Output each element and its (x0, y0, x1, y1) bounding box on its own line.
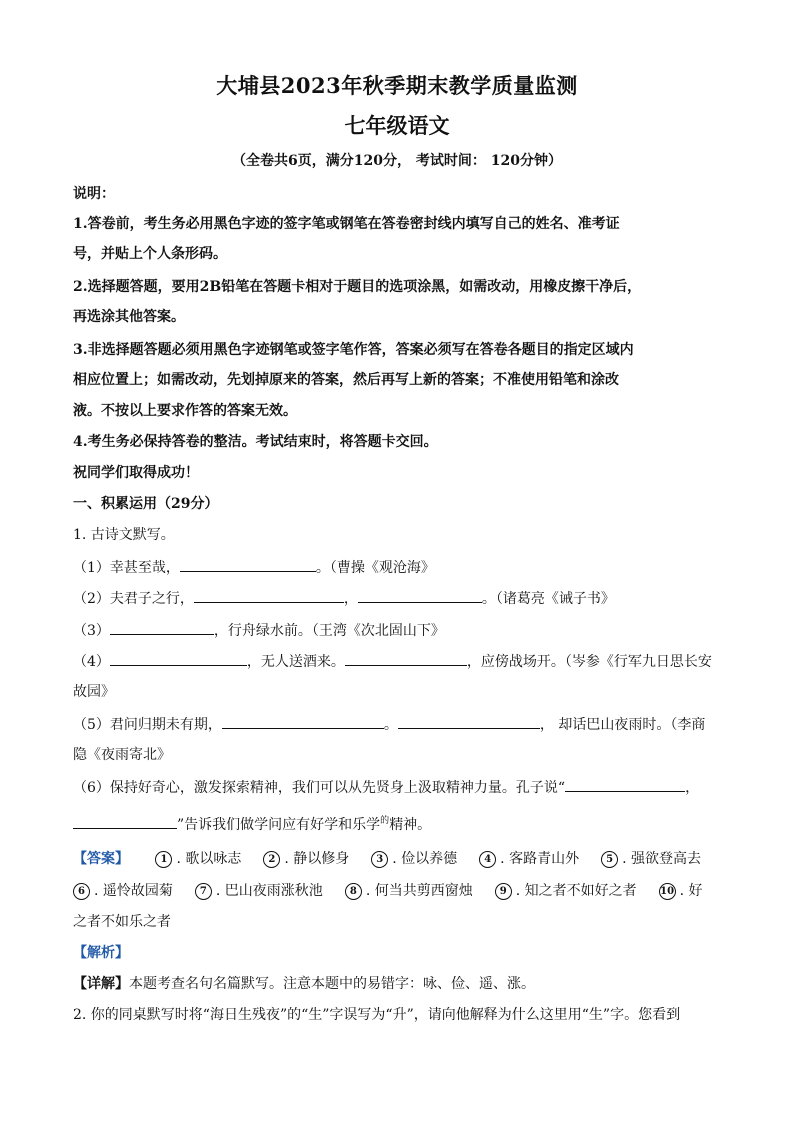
answer-number: 6 (73, 883, 90, 900)
detail-text: 本题考查名句名篇默写。注意本题中的易错字：咏、俭、遥、涨。 (129, 976, 535, 992)
answer-number: 4 (479, 851, 496, 868)
q1-i3-pre: （3） (73, 623, 110, 639)
q1-item-6-cont (73, 813, 723, 834)
wish-text: 祝同学们取得成功！ (73, 465, 199, 481)
note-3a: 3.非选择题答题必须用黑色字迹钢笔或签字笔作答，答案必须写在答卷各题目的指定区域内 (73, 342, 634, 358)
q1-i6-sup: 的 (380, 816, 390, 826)
answer-blank[interactable] (398, 713, 540, 729)
answer-text: . 歌以咏志 (176, 851, 242, 867)
q1-item-4-cont: 故园》 (73, 684, 115, 700)
q1-i4-post: ，应傍战场开。（岑参《行军九日思长安 (466, 654, 712, 670)
answer-blank[interactable] (180, 556, 316, 572)
answer-row-2 (73, 880, 723, 900)
exam-title: 大埔县2023年秋季期末教学质量监测 (216, 73, 578, 98)
q2-stem: 2. 你的同桌默写时将“海日生残夜”的“生”字误写为“升”，请向他解释为什么这里用“生”字。您看到 (73, 1007, 681, 1023)
analysis-detail (73, 973, 723, 993)
subject-title: 七年级语文 (344, 113, 450, 138)
answer-number: 7 (195, 883, 212, 900)
answer-blank[interactable] (358, 587, 482, 603)
note-3b: 相应位置上；如需改动，先划掉原来的答案，然后再写上新的答案；不准使用铅笔和涂改 (73, 372, 619, 388)
answer-item (73, 880, 173, 900)
q1-item-4 (73, 650, 723, 671)
q1-i2-post: 。（诸葛亮《诫子书》 (481, 591, 615, 607)
note-1b: 号，并贴上个人条形码。 (73, 246, 227, 262)
answer-item (263, 848, 349, 868)
answer-text: . 知之者不如好之者 (515, 883, 637, 899)
answer-text: . 好 (679, 883, 703, 899)
note-3c: 液。不按以上要求作答的答案无效。 (73, 403, 297, 419)
answer-text: . 俭以养德 (392, 851, 458, 867)
q1-i2-mid: ， (343, 591, 358, 607)
q1-i3-post: ，行舟绿水前。（王湾《次北固山下》 (213, 623, 445, 639)
q1-i5-mid: 。 (383, 717, 398, 733)
answer-number: 2 (263, 851, 280, 868)
answer-text: . 客路青山外 (500, 851, 580, 867)
q1-stem: 1. 古诗文默写。 (73, 527, 175, 543)
q1-i1-pre: （1）幸甚至哉， (73, 560, 180, 576)
analysis-tag: 【解析】 (73, 945, 129, 961)
q1-i6-mid: ， (685, 780, 700, 796)
answer-number: 1 (155, 851, 172, 868)
q1-i5-post: ， 却话巴山夜雨时。（李商 (539, 717, 706, 733)
note-1a: 1.答卷前，考生务必用黑色字迹的签字笔或钢笔在答卷密封线内填写自己的姓名、准考证 (73, 216, 620, 232)
detail-tag: 【详解】 (73, 976, 129, 992)
answer-item (195, 880, 323, 900)
answer-blank[interactable] (565, 776, 685, 792)
q1-i6-end: 精神。 (389, 817, 432, 833)
answer-item (371, 848, 457, 868)
answer-cont: 之者不如乐之者 (73, 914, 171, 930)
answer-text: . 强欲登高去 (622, 851, 701, 867)
answer-text: . 何当共剪西窗烛 (365, 883, 473, 899)
answer-item (495, 880, 637, 900)
notes-label: 说明： (73, 186, 115, 202)
answer-item (155, 848, 241, 868)
answer-text: . 遥怜故园菊 (94, 883, 173, 899)
q1-item-1 (73, 556, 723, 577)
answer-blank[interactable] (73, 813, 177, 829)
q1-item-2 (73, 587, 723, 608)
q1-i6-cont: ”告诉我们做学问应有好学和乐学 (177, 817, 381, 833)
answer-number: 8 (345, 883, 362, 900)
answer-text: . 巴山夜雨涨秋池 (215, 883, 323, 899)
answer-item (479, 848, 579, 868)
q1-i1-post: 。（曹操《观沧海》 (315, 560, 435, 576)
answer-text: . 静以修身 (284, 851, 350, 867)
section-title: 一、积累运用（29分） (73, 496, 219, 512)
q1-item-5 (73, 713, 723, 734)
q1-i4-pre: （4） (73, 654, 110, 670)
exam-info: （全卷共6页，满分120分， 考试时间： 120分钟） (232, 153, 562, 169)
q1-item-6 (73, 776, 723, 797)
answer-number: 10 (659, 883, 676, 900)
q1-i4-mid: ，无人送酒来。 (246, 654, 345, 670)
answer-tag: 【答案】 (73, 851, 129, 867)
answer-row-1 (73, 848, 723, 868)
answer-blank[interactable] (222, 713, 384, 729)
answer-blank[interactable] (110, 619, 214, 635)
answer-blank[interactable] (194, 587, 344, 603)
note-4: 4.考生务必保持答卷的整洁。考试结束时，将答题卡交回。 (73, 434, 438, 450)
note-2b: 再选涂其他答案。 (73, 309, 185, 325)
q1-i6-pre: （6）保持好奇心，激发探索精神，我们可以从先贤身上汲取精神力量。孔子说“ (73, 780, 566, 796)
note-2a: 2.选择题答题，要用2B铅笔在答题卡相对于题目的选项涂黑，如需改动，用橡皮擦干净后， (73, 279, 642, 295)
answer-number: 9 (495, 883, 512, 900)
answer-item (659, 880, 703, 900)
answer-blank[interactable] (345, 650, 467, 666)
q1-item-5-cont: 隐《夜雨寄北》 (73, 747, 171, 763)
q1-i2-pre: （2）夫君子之行， (73, 591, 194, 607)
answer-number: 5 (601, 851, 618, 868)
answer-number: 3 (371, 851, 388, 868)
q1-item-3 (73, 619, 723, 640)
answer-blank[interactable] (110, 650, 247, 666)
answer-item (601, 848, 701, 868)
q1-i5-pre: （5）君问归期未有期， (73, 717, 222, 733)
answer-item (345, 880, 473, 900)
